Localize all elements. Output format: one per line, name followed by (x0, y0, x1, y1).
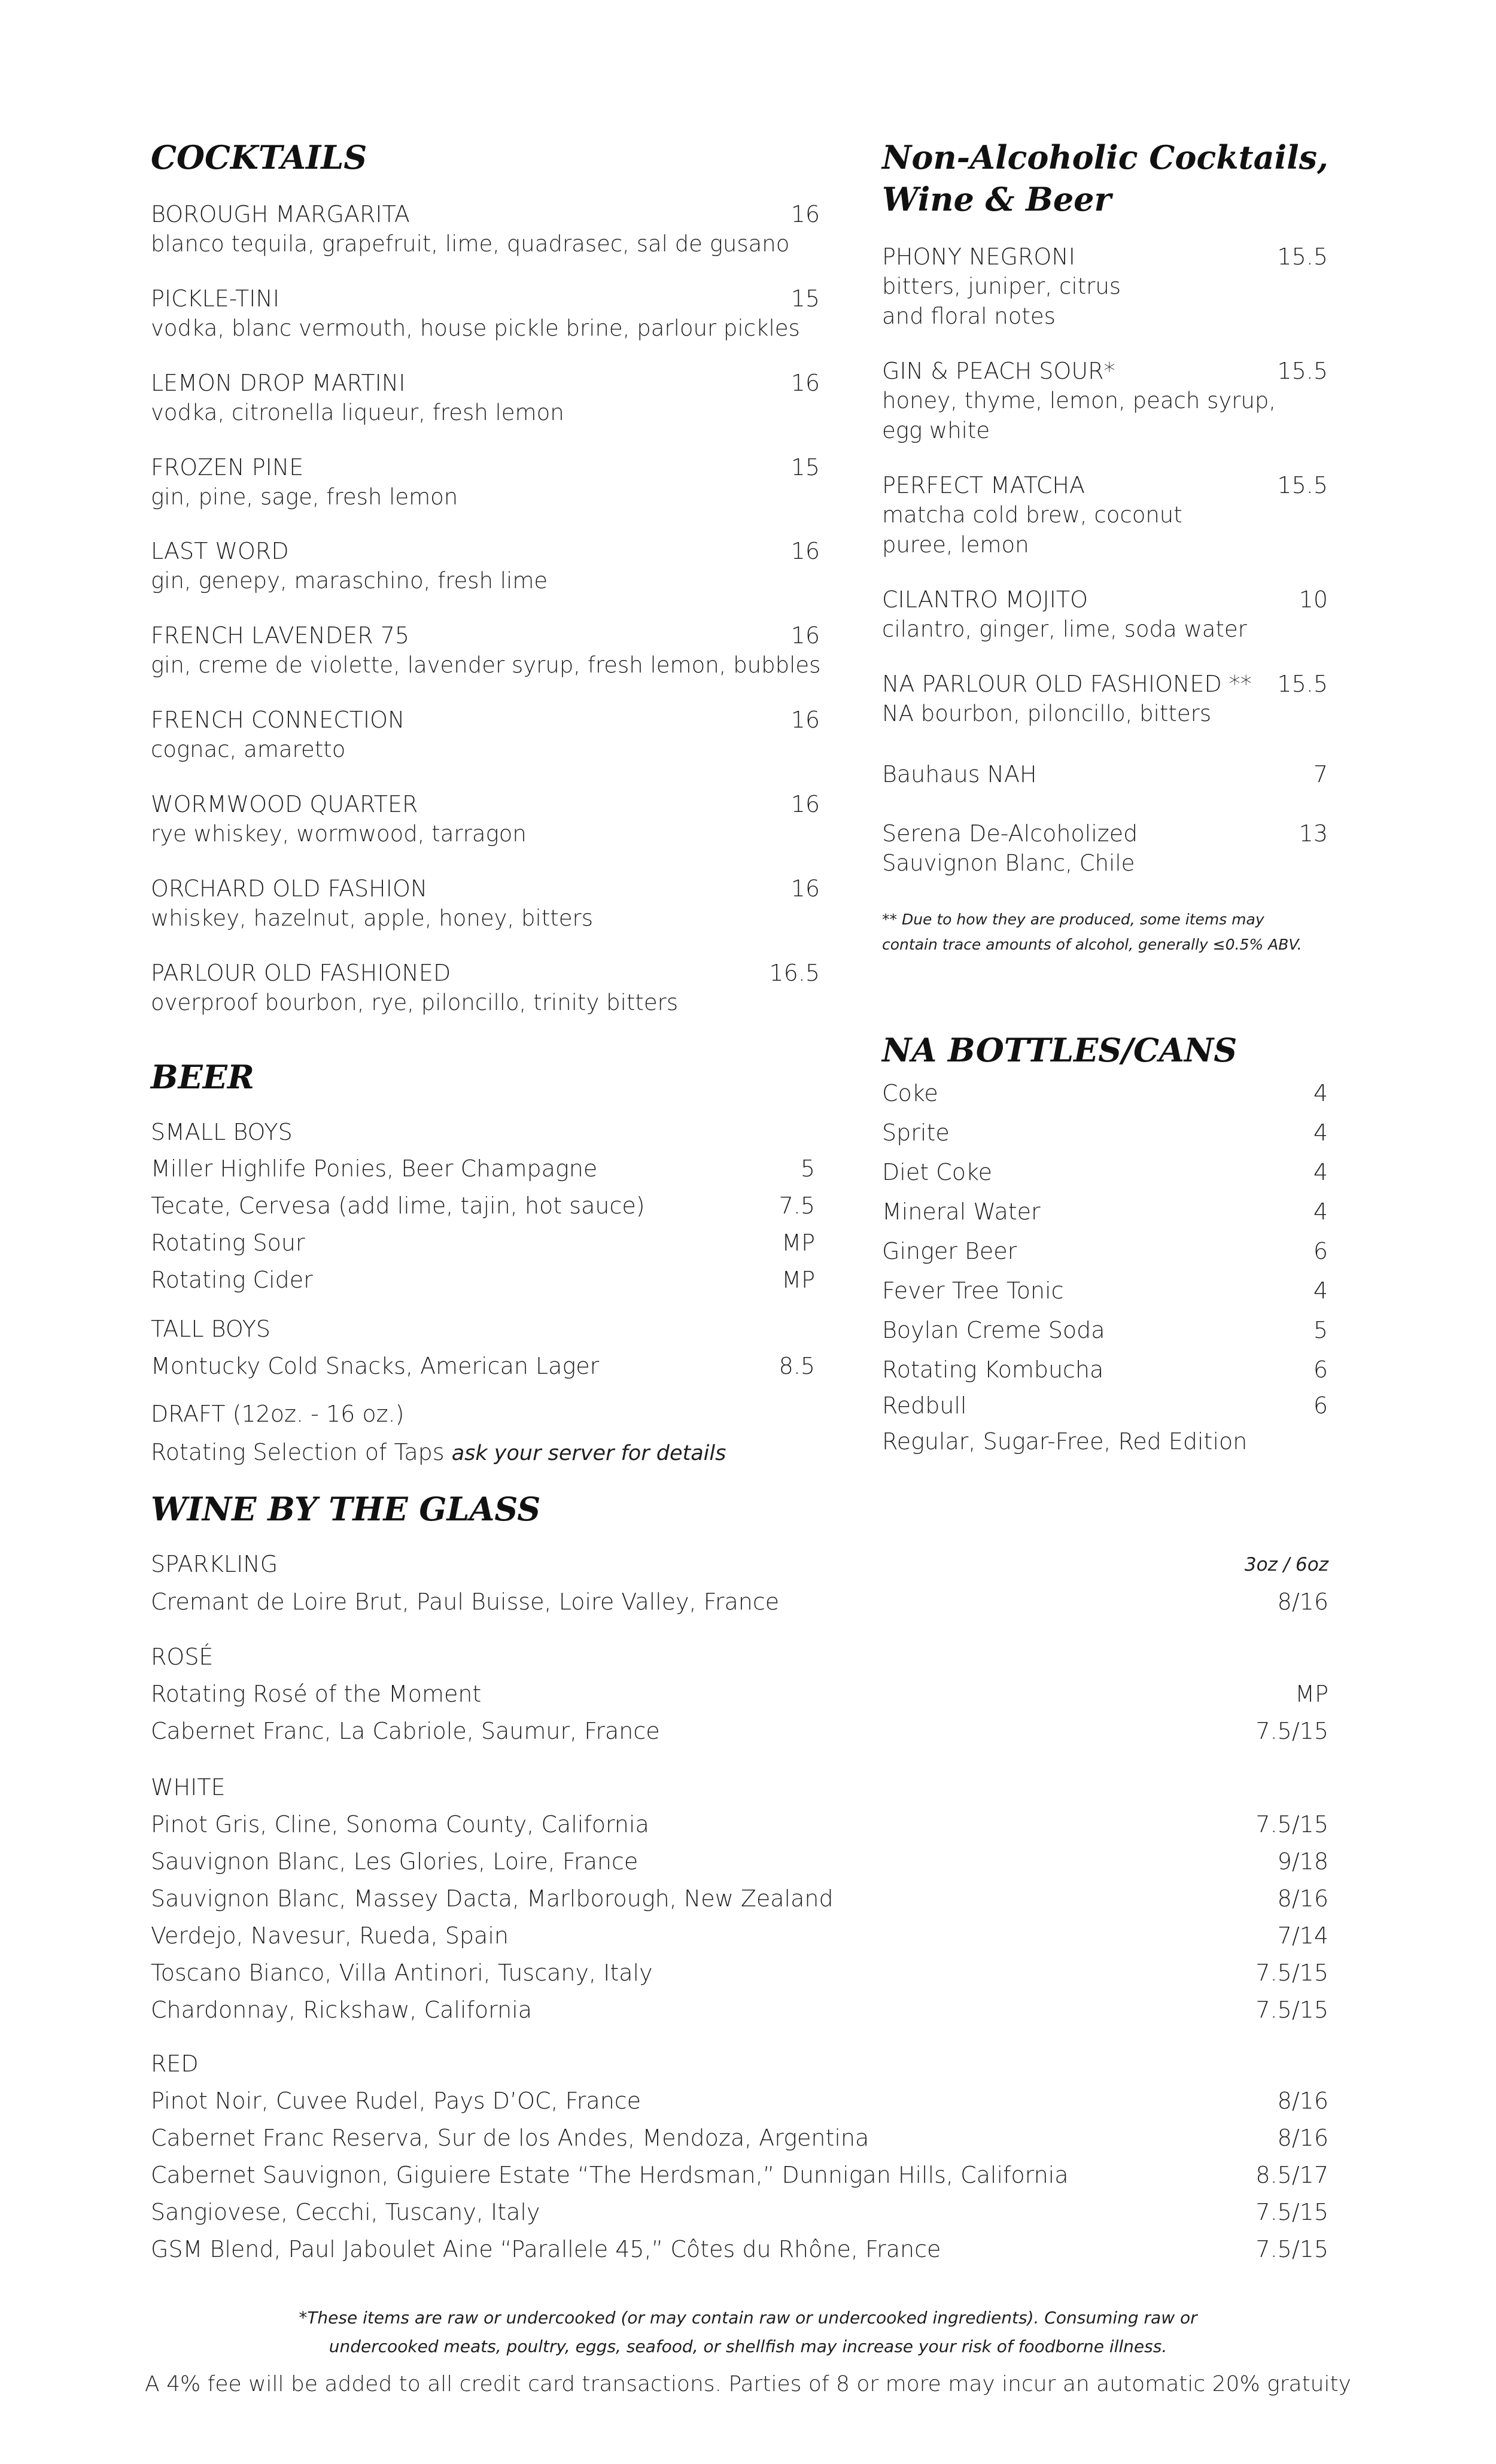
item-price: 13 (1299, 820, 1328, 847)
na-alcohol-note (882, 907, 1337, 957)
beer-item (151, 1265, 815, 1295)
item-name: Tecate, Cervesa (add lime, tajin, hot sauce) (151, 1193, 645, 1219)
tall-boys-label: TALL BOYS (151, 1316, 271, 1342)
item-name: Sauvignon Blanc, Les Glories, Loire, France (151, 1848, 638, 1875)
item-name: Toscano Bianco, Villa Antinori, Tuscany, Italy (151, 1960, 653, 1986)
item-name: PHONY NEGRONI (882, 244, 1075, 270)
item-name: Rotating Cider (151, 1267, 313, 1293)
item-name: Pinot Noir, Cuvee Rudel, Pays D’OC, France (151, 2088, 641, 2114)
na-bottle-item (882, 1236, 1328, 1266)
wine-item (151, 2160, 1328, 2190)
na-cocktail-item (882, 242, 1328, 331)
item-name: FRENCH CONNECTION (151, 707, 405, 733)
wine-item (151, 2234, 1328, 2264)
item-name: Rotating Kombucha (882, 1356, 1104, 1383)
wine-item (151, 1847, 1328, 1876)
item-description: puree, lemon (882, 532, 1029, 558)
item-name: Serena De-Alcoholized (882, 820, 1138, 847)
item-price: 7/14 (1277, 1922, 1328, 1949)
raw-food-disclaimer (0, 2304, 1496, 2361)
cocktail-item (151, 958, 820, 1018)
item-price: 15.5 (1277, 472, 1328, 498)
beer-item (151, 1228, 815, 1258)
beer-item (151, 1191, 815, 1221)
beer-item (151, 1351, 815, 1381)
cocktail-item (151, 620, 820, 680)
item-description: cilantro, ginger, lime, soda water (882, 616, 1247, 642)
draft-note: ask your server for details (451, 1441, 726, 1465)
item-price: MP (782, 1230, 815, 1256)
wine-item (151, 1716, 1328, 1746)
cocktail-item (151, 284, 820, 343)
item-description: egg white (882, 418, 990, 443)
item-price: 8/16 (1277, 1885, 1328, 1912)
item-price: 4 (1313, 1159, 1328, 1185)
disclaimer-line: undercooked meats, poultry, eggs, seafood, or shellfish may increase your risk of foodborne illness. (329, 2337, 1167, 2356)
item-price: 10 (1299, 586, 1328, 613)
item-name: Montucky Cold Snacks, American Lager (151, 1353, 600, 1379)
item-name: Pinot Gris, Cline, Sonoma County, California (151, 1811, 649, 1838)
cocktails-heading: COCKTAILS (151, 138, 367, 177)
item-name: LAST WORD (151, 538, 289, 564)
item-price: 15.5 (1277, 244, 1328, 270)
rose-label: ROSÉ (151, 1644, 214, 1670)
note-line: contain trace amounts of alcohol, generally ≤0.5% ABV. (882, 936, 1302, 953)
item-price: 15 (790, 285, 820, 312)
item-description: Sauvignon Blanc, Chile (882, 850, 1135, 876)
beer-item (151, 1154, 815, 1184)
item-price: 6 (1313, 1392, 1328, 1419)
wine-item (151, 2123, 1328, 2153)
cocktail-item (151, 536, 820, 596)
sparkling-label: SPARKLING (151, 1551, 278, 1577)
cocktail-item (151, 452, 820, 512)
item-name: Sprite (882, 1120, 950, 1146)
item-name: Sangiovese, Cecchi, Tuscany, Italy (151, 2199, 540, 2225)
item-price: 15 (790, 454, 820, 480)
wine-item (151, 2086, 1328, 2116)
heading-line: Non-Alcoholic Cocktails, (882, 138, 1328, 177)
item-price: 7.5/15 (1255, 1811, 1328, 1838)
item-name: PERFECT MATCHA (882, 472, 1085, 498)
item-price: 8/16 (1277, 1589, 1328, 1615)
item-price: 6 (1313, 1356, 1328, 1383)
item-description: NA bourbon, piloncillo, bitters (882, 701, 1212, 726)
note-line: ** Due to how they are produced, some items may (882, 911, 1264, 928)
item-price: 5 (800, 1155, 815, 1182)
na-cocktail-item (882, 585, 1328, 644)
item-price: 7 (1313, 761, 1328, 787)
item-price: 7.5/15 (1255, 1960, 1328, 1986)
item-name: LEMON DROP MARTINI (151, 370, 406, 396)
item-price: 7.5/15 (1255, 2199, 1328, 2225)
item-description: bitters, juniper, citrus (882, 273, 1121, 299)
item-name: CILANTRO MOJITO (882, 586, 1088, 613)
item-name: Rotating Sour (151, 1230, 305, 1256)
item-name: Coke (882, 1080, 938, 1106)
item-price: 7.5/15 (1255, 1718, 1328, 1744)
item-price: 16 (790, 201, 820, 227)
item-price: 4 (1313, 1277, 1328, 1304)
item-price: 9/18 (1277, 1848, 1328, 1875)
item-name: Mineral Water (882, 1198, 1041, 1225)
item-name: Bauhaus NAH (882, 761, 1037, 787)
cocktail-item (151, 705, 820, 765)
item-price: 5 (1313, 1317, 1328, 1343)
wine-item (151, 1958, 1328, 1988)
na-bottles-heading: NA BOTTLES/CANS (882, 1031, 1237, 1069)
item-name: Miller Highlife Ponies, Beer Champagne (151, 1155, 598, 1182)
item-name: Cabernet Franc, La Cabriole, Saumur, France (151, 1718, 660, 1744)
item-name: Rotating Selection of Taps (151, 1439, 445, 1465)
redbull-note: Regular, Sugar-Free, Red Edition (882, 1428, 1248, 1455)
item-description: overproof bourbon, rye, piloncillo, trinity bitters (151, 990, 679, 1015)
item-name: PICKLE-TINI (151, 285, 280, 312)
cocktail-item (151, 789, 820, 849)
na-bottle-item (882, 1118, 1328, 1148)
na-cocktail-item (882, 819, 1328, 878)
item-name: BOROUGH MARGARITA (151, 201, 410, 227)
item-price: 6 (1313, 1238, 1328, 1264)
wine-item (151, 1679, 1328, 1709)
item-price: 7.5/15 (1255, 1997, 1328, 2023)
item-name: ORCHARD OLD FASHION (151, 875, 428, 902)
wine-item (151, 1884, 1328, 1914)
item-name: Cabernet Franc Reserva, Sur de los Andes, Mendoza, Argentina (151, 2125, 869, 2151)
item-name: Rotating Rosé of the Moment (151, 1681, 482, 1707)
size-label: 3oz / 6oz (1244, 1554, 1328, 1575)
item-price: 4 (1313, 1080, 1328, 1106)
item-description: honey, thyme, lemon, peach syrup, (882, 388, 1276, 413)
item-price: 8/16 (1277, 2088, 1328, 2114)
na-bottle-item (882, 1078, 1328, 1108)
item-price: 16 (790, 791, 820, 817)
na-bottle-item (882, 1276, 1328, 1306)
item-price: 8.5 (779, 1353, 815, 1379)
cocktail-item (151, 874, 820, 933)
item-name: Verdejo, Navesur, Rueda, Spain (151, 1922, 509, 1949)
wine-item (151, 1921, 1328, 1951)
item-price: 7.5/15 (1255, 2236, 1328, 2262)
item-price: 16 (790, 622, 820, 649)
item-name: Fever Tree Tonic (882, 1277, 1064, 1304)
item-name: FROZEN PINE (151, 454, 304, 480)
item-price: 16 (790, 538, 820, 564)
white-label: WHITE (151, 1774, 226, 1800)
na-cocktail-item (882, 669, 1328, 729)
na-cocktail-item (882, 470, 1328, 560)
na-cocktails-heading (882, 136, 1328, 220)
draft-label: DRAFT (12oz. - 16 oz.) (151, 1401, 405, 1427)
disclaimer-line: *These items are raw or undercooked (or may contain raw or undercooked ingredients). Consuming raw or (299, 2308, 1197, 2328)
item-name: Redbull (882, 1392, 967, 1419)
item-name: WORMWOOD QUARTER (151, 791, 418, 817)
na-bottle-item (882, 1391, 1328, 1420)
wine-item (151, 1587, 1328, 1617)
item-price: MP (782, 1267, 815, 1293)
item-name: GIN & PEACH SOUR* (882, 358, 1115, 384)
item-price: 16 (790, 370, 820, 396)
item-name: Sauvignon Blanc, Massey Dacta, Marlborough, New Zealand (151, 1885, 834, 1912)
item-price: 8/16 (1277, 2125, 1328, 2151)
draft-item (151, 1437, 726, 1468)
beer-heading: BEER (151, 1058, 254, 1096)
fee-notice: A 4% fee will be added to all credit card transactions. Parties of 8 or more may incur an automatic 20% gratuity (145, 2372, 1351, 2396)
item-description: blanco tequila, grapefruit, lime, quadrasec, sal de gusano (151, 231, 790, 257)
cocktail-item (151, 368, 820, 428)
item-description: gin, genepy, maraschino, fresh lime (151, 568, 548, 594)
wine-item (151, 2197, 1328, 2227)
na-cocktail-item (882, 759, 1328, 789)
wine-item (151, 1995, 1328, 2025)
item-name: GSM Blend, Paul Jaboulet Aine “Parallele 45,” Côtes du Rhône, France (151, 2236, 941, 2262)
item-price: 4 (1313, 1198, 1328, 1225)
cocktail-item (151, 199, 820, 259)
small-boys-label: SMALL BOYS (151, 1119, 293, 1145)
item-name: Chardonnay, Rickshaw, California (151, 1997, 533, 2023)
item-name: PARLOUR OLD FASHIONED (151, 960, 451, 986)
item-price: 15.5 (1277, 671, 1328, 697)
item-description: gin, creme de violette, lavender syrup, fresh lemon, bubbles (151, 652, 821, 678)
item-name: Cremant de Loire Brut, Paul Buisse, Loire Valley, France (151, 1589, 780, 1615)
item-name: Boylan Creme Soda (882, 1317, 1105, 1343)
na-cocktail-item (882, 356, 1328, 446)
red-label: RED (151, 2051, 199, 2077)
item-price: 16.5 (769, 960, 820, 986)
heading-line: Wine & Beer (882, 180, 1111, 218)
item-description: whiskey, hazelnut, apple, honey, bitters (151, 905, 594, 931)
item-price: 7.5 (779, 1193, 815, 1219)
na-bottle-item (882, 1197, 1328, 1227)
item-description: rye whiskey, wormwood, tarragon (151, 821, 527, 847)
item-name: NA PARLOUR OLD FASHIONED ** (882, 671, 1252, 697)
wine-item (151, 1809, 1328, 1839)
item-description: cognac, amaretto (151, 737, 346, 762)
item-description: gin, pine, sage, fresh lemon (151, 484, 458, 510)
item-price: 15.5 (1277, 358, 1328, 384)
item-price: 16 (790, 875, 820, 902)
item-price: MP (1295, 1681, 1328, 1707)
wine-heading: WINE BY THE GLASS (151, 1490, 541, 1528)
item-description: vodka, citronella liqueur, fresh lemon (151, 400, 564, 425)
na-bottle-item (882, 1315, 1328, 1345)
item-price: 16 (790, 707, 820, 733)
item-price: 8.5/17 (1255, 2162, 1328, 2188)
item-name: Ginger Beer (882, 1238, 1017, 1264)
item-description: and floral notes (882, 303, 1056, 329)
na-bottle-item (882, 1157, 1328, 1187)
item-description: matcha cold brew, coconut (882, 502, 1182, 528)
item-description: vodka, blanc vermouth, house pickle brine, parlour pickles (151, 315, 800, 341)
item-price: 4 (1313, 1120, 1328, 1146)
item-name: Cabernet Sauvignon, Giguiere Estate “The Herdsman,” Dunnigan Hills, California (151, 2162, 1069, 2188)
na-bottle-item (882, 1355, 1328, 1385)
item-name: Diet Coke (882, 1159, 992, 1185)
item-name: FRENCH LAVENDER 75 (151, 622, 410, 649)
